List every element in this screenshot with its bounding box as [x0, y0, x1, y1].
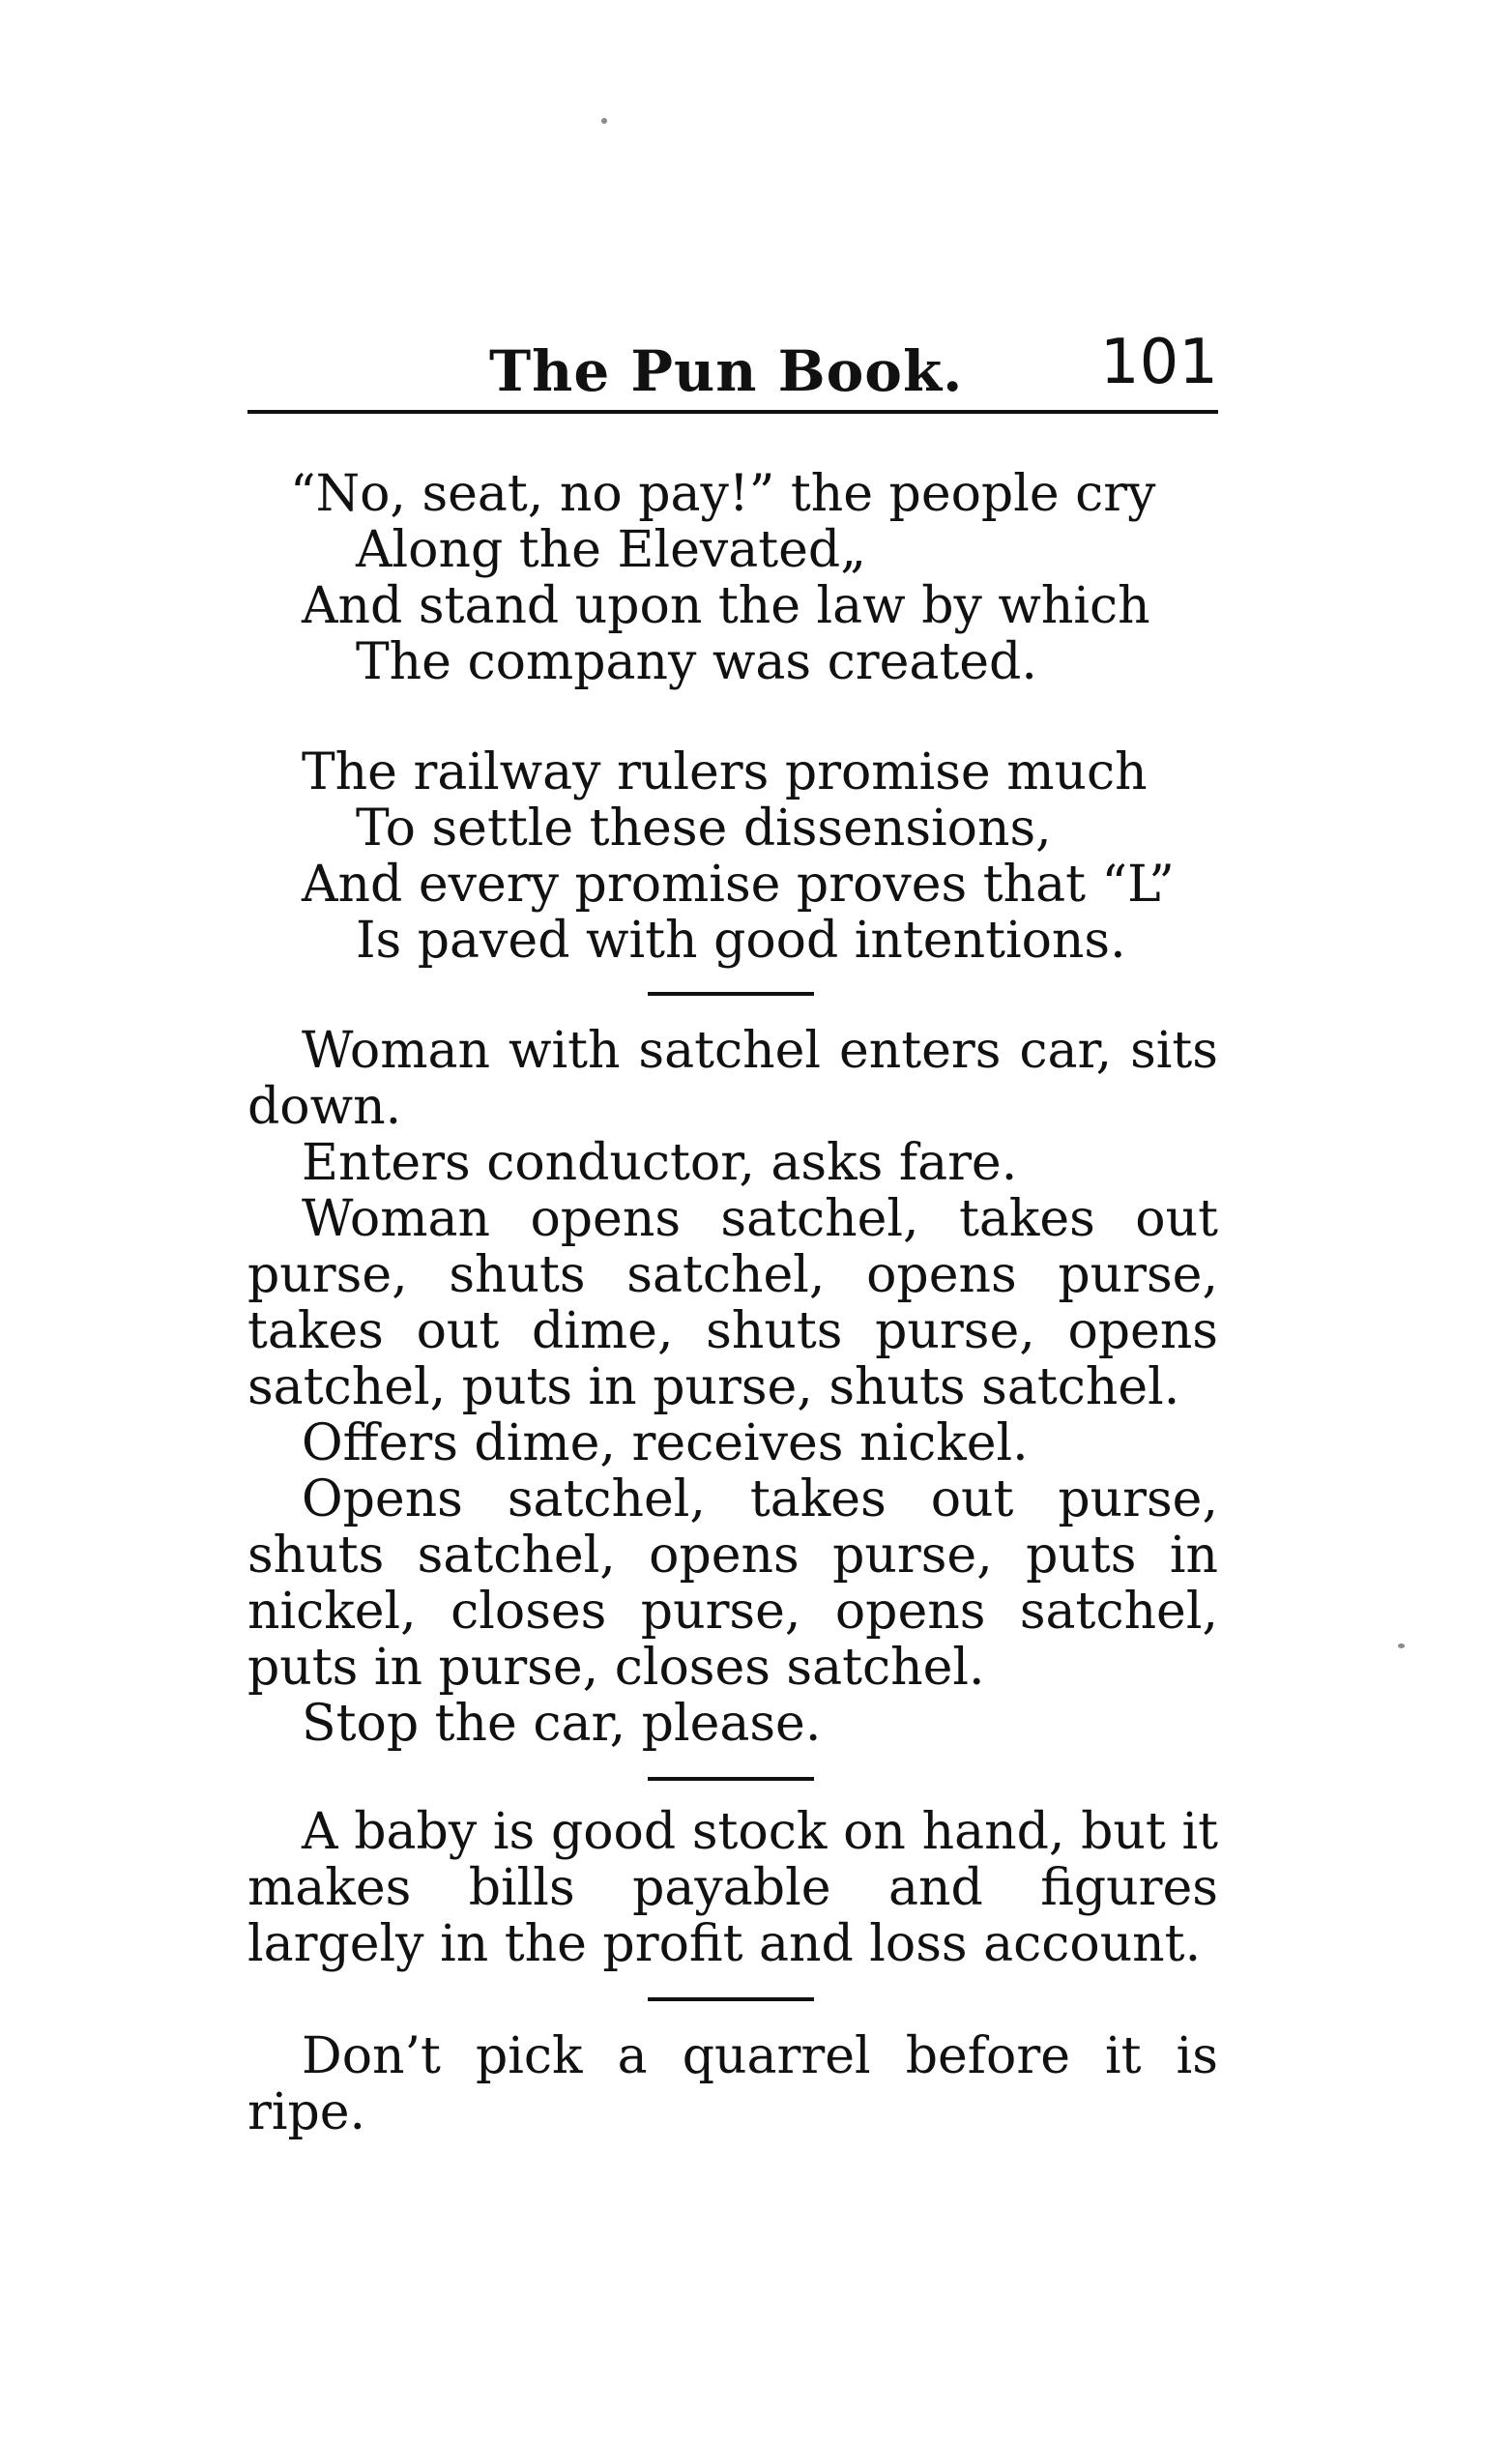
- paragraph: Enters conductor, asks fare.: [302, 1134, 1018, 1192]
- header-rule: [247, 410, 1218, 414]
- section-separator: [648, 1777, 814, 1781]
- paragraph: Woman opens satchel, takes out purse, shuts satchel, opens purse, takes out dime, shuts purse, opens satchel, puts in purse, shuts satchel.: [247, 1190, 1218, 1416]
- paragraph: Opens satchel, takes out purse, shuts satchel, opens purse, puts in nickel, closes purse, opens satchel, puts in purse, closes satchel.: [247, 1470, 1218, 1697]
- section-separator: [648, 1997, 814, 2001]
- poem-line: Is paved with good intentions.: [356, 912, 1126, 970]
- poem-line: To settle these dissensions,: [356, 800, 1052, 858]
- poem-line: “No, seat, no pay!” the people cry: [290, 465, 1156, 523]
- page-number: 101: [1099, 327, 1218, 398]
- speck-top: [601, 118, 607, 124]
- section-separator: [648, 992, 814, 996]
- poem-line: The company was created.: [356, 633, 1037, 691]
- page-header: [247, 319, 1218, 416]
- speck-right: [1398, 1644, 1405, 1648]
- poem-line: And stand upon the law by which: [302, 577, 1150, 635]
- book-title: The Pun Book.: [489, 338, 964, 404]
- poem-line: And every promise proves that “L”: [302, 856, 1175, 914]
- poem-line: Along the Elevated„: [356, 521, 867, 579]
- quarrel-joke: Don’t pick a quarrel before it is ripe.: [247, 2027, 1218, 2141]
- paragraph: Offers dime, receives nickel.: [302, 1414, 1029, 1472]
- baby-joke: A baby is good stock on hand, but it makes bills payable and figures largely in the profit and loss account.: [247, 1803, 1218, 1973]
- paragraph: Woman with satchel enters car, sits down.: [247, 1022, 1218, 1136]
- paragraph: Stop the car, please.: [302, 1695, 822, 1753]
- poem-line: The railway rulers promise much: [302, 743, 1148, 801]
